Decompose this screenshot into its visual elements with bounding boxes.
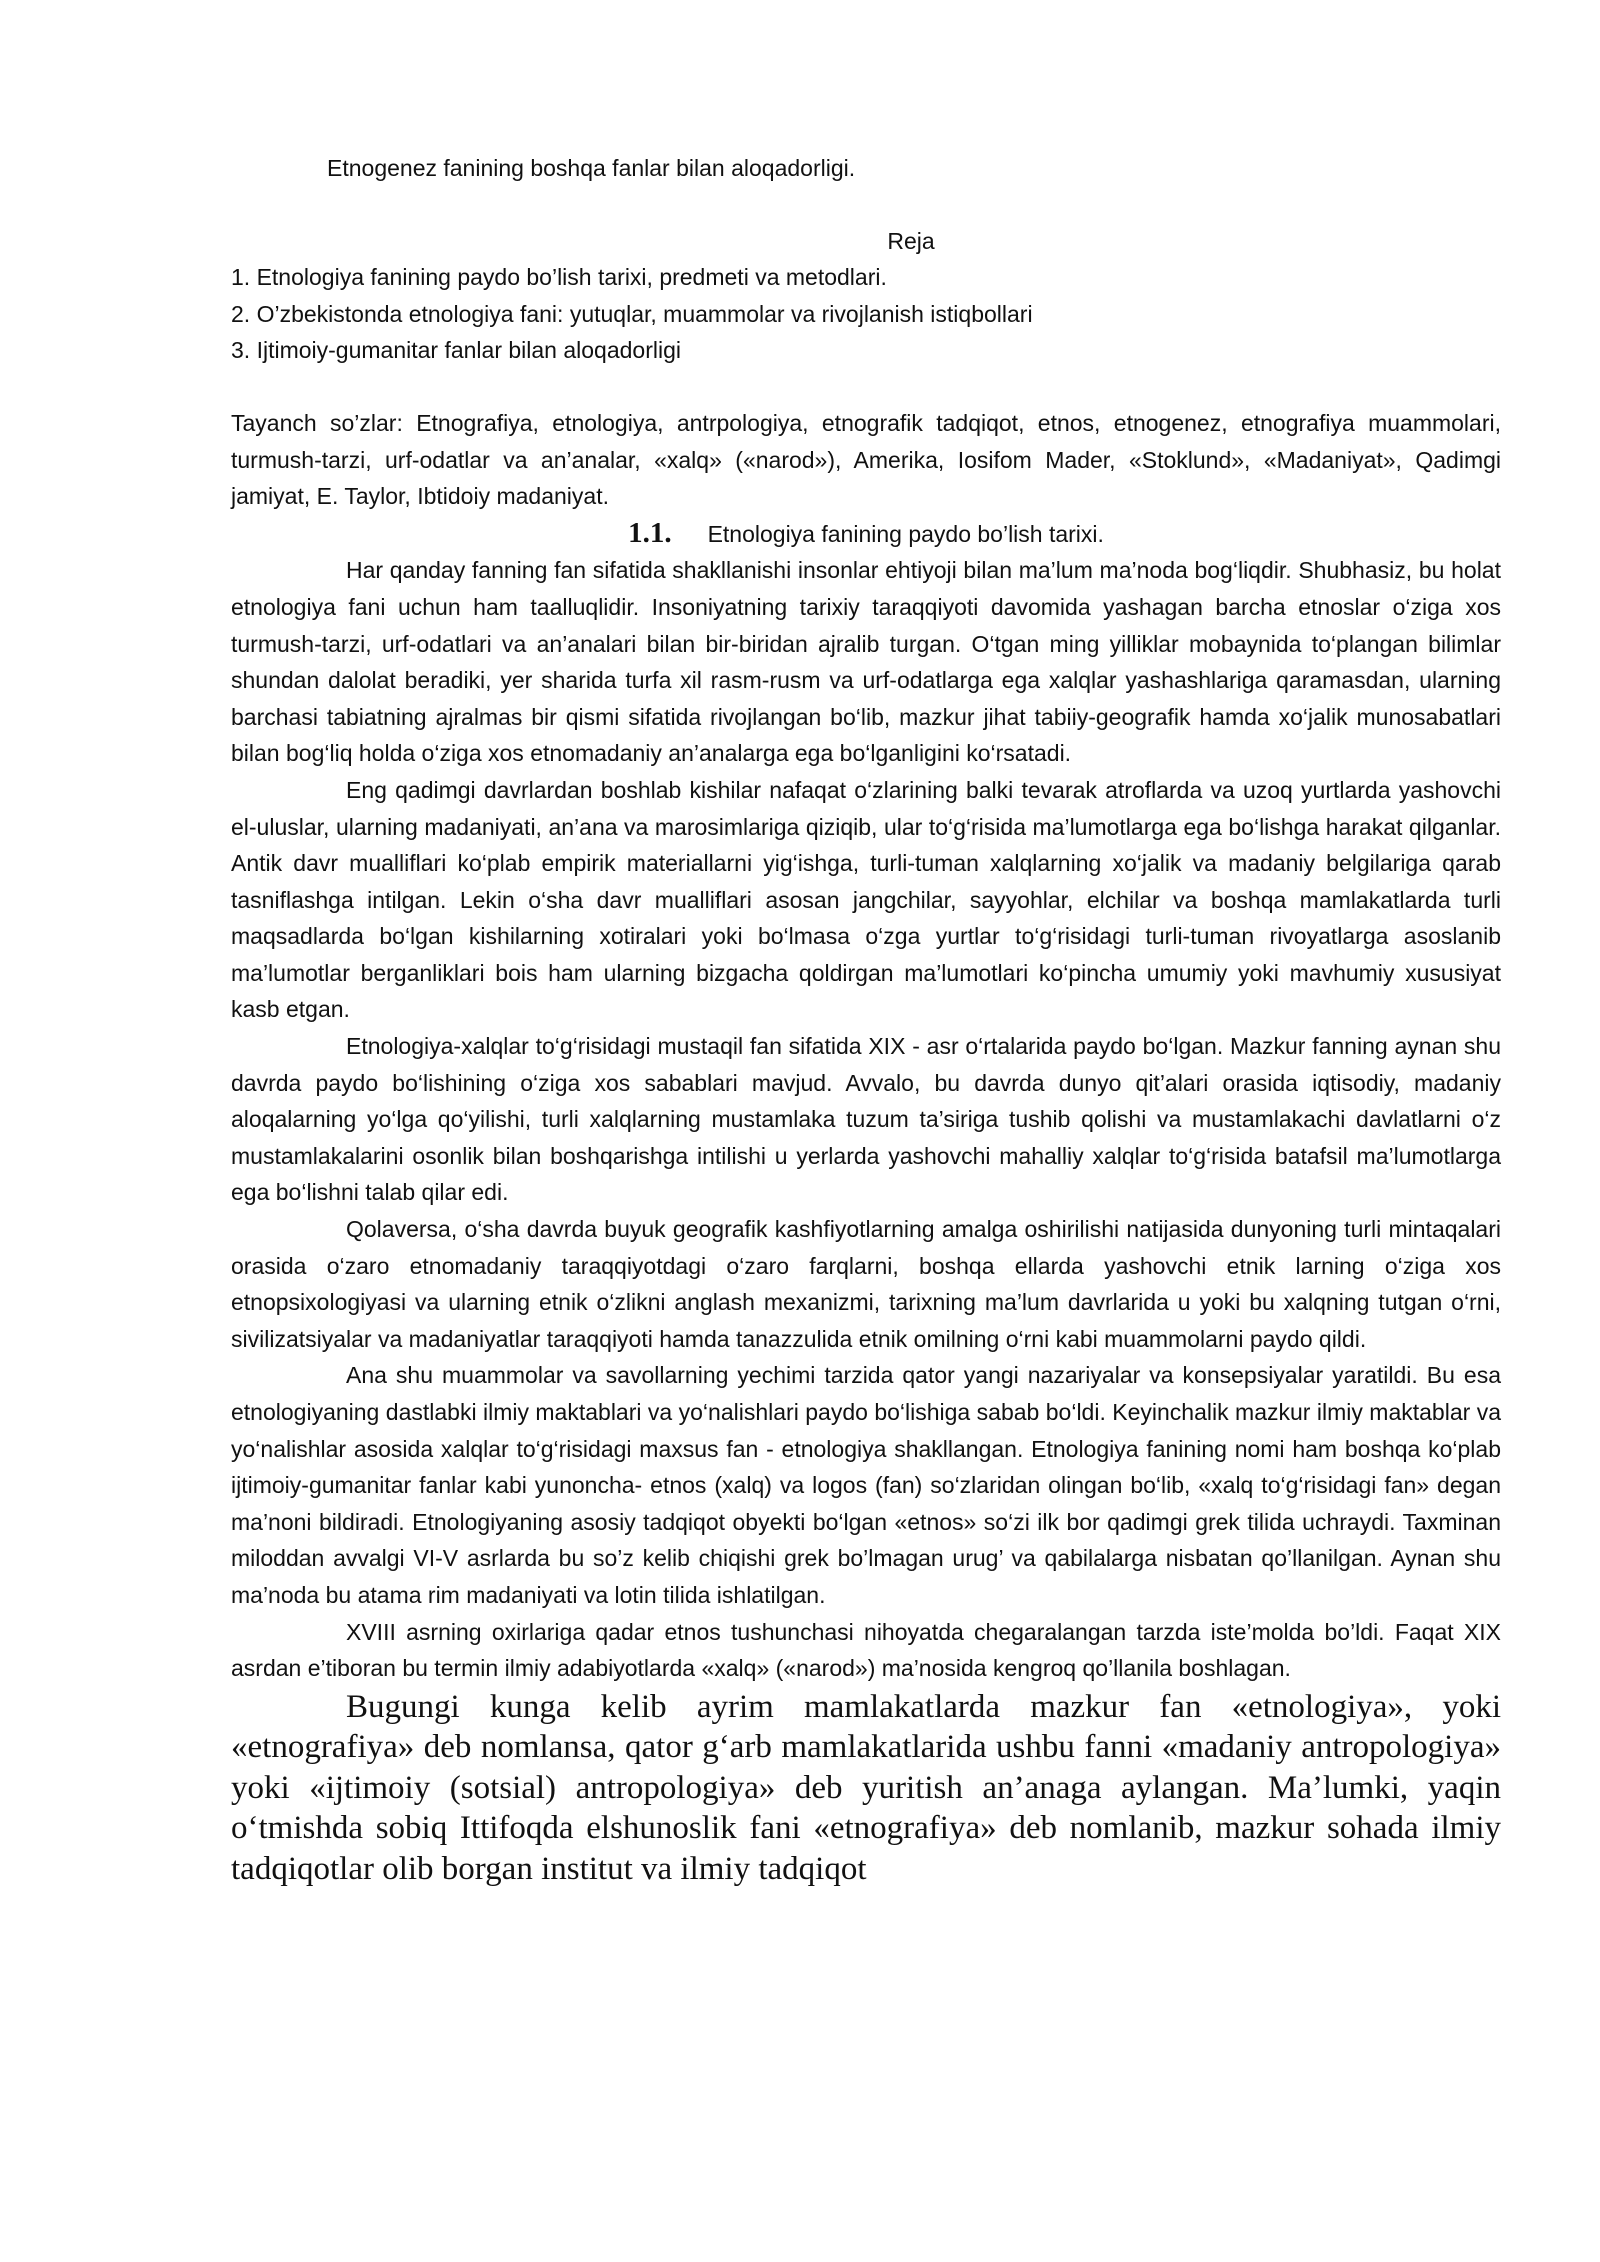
plan-item: 3. Ijtimoiy-gumanitar fanlar bilan aloqadorligi (231, 337, 682, 364)
document-body (231, 150, 1501, 1889)
body-paragraph: XVIII asrning oxirlariga qadar etnos tushunchasi nihoyatda chegaralangan tarzda iste’molda bo’ldi. Faqat XIX asrdan e’tiboran bu termin ilmiy adabiyotlarda «xalq» («narod») ma’nosida kengroq qo’llanila boshlagan. (231, 1618, 1501, 1682)
keywords-paragraph: Tayanch so’zlar: Etnografiya, etnologiya, antrpologiya, etnografik tadqiqot, etnos, etnogenez, etnografiya muammolari, turmush-tarzi, urf-odatlar va an’analar, «xalq» («narod»), Amerika, Iosifom Mader, «Stoklund», «Madaniyat», Qadimgi jamiyat, E. Taylor, Ibtidoiy madaniyat. (231, 409, 1501, 510)
document-title: Etnogenez fanining boshqa fanlar bilan aloqadorligi. (327, 155, 856, 181)
plan-item: 2. O’zbekistonda etnologiya fani: yutuqlar, muammolar va rivojlanish istiqbollari (231, 300, 1033, 327)
plan-list (231, 259, 1501, 369)
body-paragraph: Ana shu muammolar va savollarning yechimi tarzida qator yangi nazariyalar va konsepsiyalar yaratildi. Bu esa etnologiyaning dastlabki ilmiy maktablari va yo‘nalishlari paydo bo‘lishiga sabab bo‘ldi. Keyinchalik mazkur ilmiy maktablar va yo‘nalishlar asosida xalqlar to‘g‘risidagi maxsus fan - etnologiya shakllangan. Etnologiya fanining nomi ham boshqa ko‘plab ijtimoiy-gumanitar fanlar kabi yunoncha- etnos (xalq) va logos (fan) so‘zlaridan olingan bo‘lib, «xalq to‘g‘risidagi fan» degan ma’noni bildiradi. Etnologiyaning asosiy tadqiqot obyekti bo‘lgan «etnos» so‘zi ilk bor qadimgi grek tilida uchraydi. Taxminan miloddan avvalgi VI-V asrlarda bu so’z kelib chiqishi grek bo’lmagan urug’ va qabilalarga nisbatan qo’llanilgan. Aynan shu ma’noda bu atama rim madaniyati va lotin tilida ishlatilgan. (231, 1362, 1501, 1608)
plan-item: 1. Etnologiya fanining paydo bo’lish tarixi, predmeti va metodlari. (231, 264, 887, 291)
serif-paragraph: Bugungi kunga kelib ayrim mamlakatlarda mazkur fan «etnologiya», yoki «etnografiya» deb nomlansa, qator g‘arb mamlakatlarida ushbu fanni «madaniy antropologiya» yoki «ijtimoiy (sotsial) antropologiya» deb yuritish an’anaga aylangan. Ma’lumki, yaqin o‘tmishda sobiq Ittifoqda elshunoslik fani «etnografiya» deb nomlanib, mazkur sohada ilmiy tadqiqotlar olib borgan institut va ilmiy tadqiqot (231, 1688, 1501, 1887)
body-paragraph: Har qanday fanning fan sifatida shakllanishi insonlar ehtiyoji bilan ma’lum ma’noda bog‘liqdir. Shubhasiz, bu holat etnologiya fani uchun ham taalluqlidir. Insoniyatning tarixiy taraqqiyoti davomida yashagan barcha etnoslar o‘ziga xos turmush-tarzi, urf-odatlari va an’analari bilan bir-biridan ajralib turgan. O‘tgan ming yilliklar mobaynida to‘plangan bilimlar shundan dalolat beradiki, yer sharida turfa xil rasm-rusm va urf-odatlarga ega xalqlar yashashlariga qaramasdan, ularning barchasi tabiatning ajralmas bir qismi sifatida rivojlangan bo‘lib, mazkur jihat tabiiy-geografik hamda xo‘jalik munosabatlari bilan bog‘liq holda o‘ziga xos etnomadaniy an’analarga ega bo‘lganligini ko‘rsatadi. (231, 557, 1501, 767)
body-paragraph: Qolaversa, o‘sha davrda buyuk geografik kashfiyotlarning amalga oshirilishi natijasida dunyoning turli mintaqalari orasida o‘zaro etnomadaniy taraqqiyotdagi o‘zaro farqlarni, boshqa ellarda yashovchi etnik larning o‘ziga xos etnopsixologiyasi va ularning etnik o‘zlikni anglash mexanizmi, tarixning ma’lum davrlarida u yoki bu xalqning tutgan o‘rni, sivilizatsiyalar va madaniyatlar taraqqiyoti hamda tanazzulida etnik omilning o‘rni kabi muammolarni paydo qildi. (231, 1216, 1501, 1352)
section-title: Etnologiya fanining paydo bo’lish tarixi. (707, 520, 1104, 547)
section-heading (231, 515, 1501, 553)
body-paragraph: Eng qadimgi davrlardan boshlab kishilar nafaqat o‘zlarining balki tevarak atroflarda va uzoq yurtlarda yashovchi el-uluslar, ularning madaniyati, an’ana va marosimlariga qiziqib, ular to‘g‘risida ma’lumotlarga ega bo‘lishga harakat qilganlar. Antik davr mualliflari ko‘plab empirik materiallarni yig‘ishga, turli-tuman xalqlarning xo‘jalik va madaniy belgilariga qarab tasniflashga intilgan. Lekin o‘sha davr mualliflari asosan jangchilar, sayyohlar, elchilar va boshqa mamlakatlarda turli maqsadlarda bo‘lgan kishilarning xotiralari yoki bo‘lmasa o‘zga yurtlar to‘g‘risidagi turli-tuman rivoyatlarga asoslanib ma’lumotlar berganliklari bois ham ularning bizgacha qoldirgan ma’lumotlari ko‘pincha umumiy yoki mavhumiy xususiyat kasb etgan. (231, 776, 1501, 1023)
section-number: 1.1. (628, 516, 672, 549)
body-paragraph: Etnologiya-xalqlar to‘g‘risidagi mustaqil fan sifatida XIX - asr o‘rtalarida paydo bo‘lgan. Mazkur fanning aynan shu davrda paydo bo‘lishining o‘ziga xos sabablari mavjud. Avvalo, bu davrda dunyo qit’alari orasida iqtisodiy, madaniy aloqalarning yo‘lga qo‘yilishi, turli xalqlarning mustamlaka tuzum ta’siriga tushib qolishi va mustamlakachi davlatlarni o‘z mustamlakalarini osonlik bilan boshqarishga intilishi u yerlarda yashovchi mahalliy xalqlar to‘g‘risida batafsil ma’lumotlarga ega bo‘lishni talab qilar edi. (231, 1033, 1501, 1206)
plan-heading: Reja (887, 227, 935, 254)
